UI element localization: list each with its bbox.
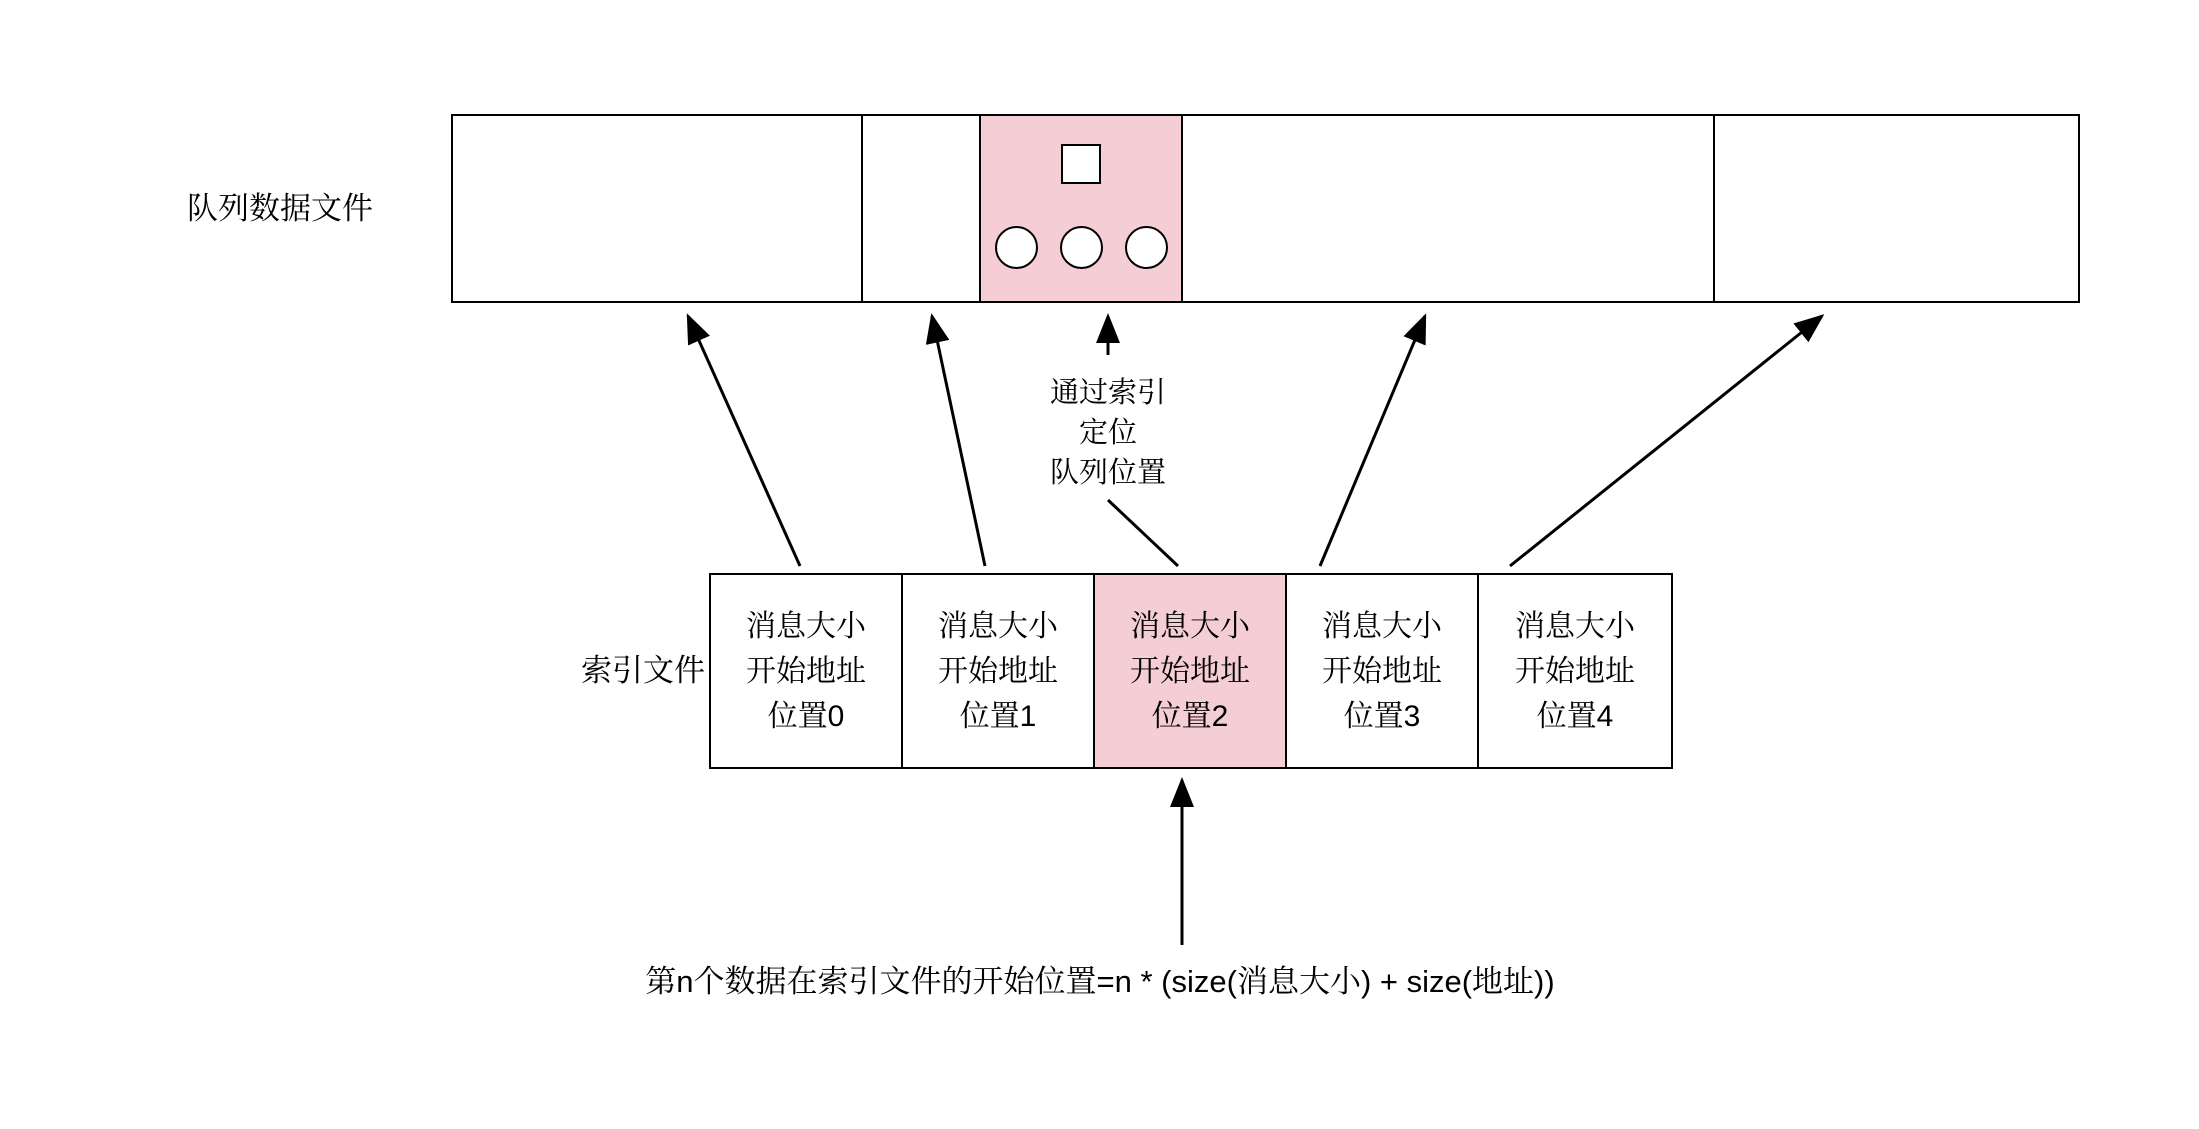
index-cell-4-address: 开始地址 xyxy=(1515,654,1635,688)
index-cell-3-position: 位置3 xyxy=(1343,699,1421,733)
message-node-glyph xyxy=(981,116,1181,301)
index-cell-2-address: 开始地址 xyxy=(1130,654,1250,688)
index-cell-0-position: 位置0 xyxy=(767,699,845,733)
index-file-label: 索引文件 xyxy=(581,653,705,688)
index-cell-1-position: 位置1 xyxy=(959,699,1037,733)
queue-cell-2-highlight xyxy=(981,116,1183,301)
index-cell-2-position: 位置2 xyxy=(1151,699,1229,733)
queue-cell-0 xyxy=(453,116,863,301)
index-cell-3-size: 消息大小 xyxy=(1322,609,1442,643)
locate-note-line-3: 队列位置 xyxy=(1049,457,1166,489)
queue-cell-1 xyxy=(863,116,981,301)
node-circle-icon-2 xyxy=(1060,226,1103,269)
node-circle-icon-3 xyxy=(1125,226,1168,269)
offset-formula-caption: 第n个数据在索引文件的开始位置=n * (size(消息大小) + size(地址)) xyxy=(645,964,1555,999)
index-cell-1 xyxy=(903,575,1095,767)
index-cell-2-highlight xyxy=(1095,575,1287,767)
index-cell-3-address: 开始地址 xyxy=(1322,654,1442,688)
queue-file-row xyxy=(451,114,2080,303)
queue-file-label: 队列数据文件 xyxy=(187,191,373,226)
index-cell-4 xyxy=(1479,575,1671,767)
connector-index0-to-queue xyxy=(688,316,800,566)
connector-index2-to-note xyxy=(1108,500,1178,566)
connector-index4-to-queue xyxy=(1510,316,1822,566)
queue-cell-3 xyxy=(1183,116,1715,301)
index-cell-3 xyxy=(1287,575,1479,767)
index-cell-4-size: 消息大小 xyxy=(1515,609,1635,643)
index-cell-4-position: 位置4 xyxy=(1536,699,1614,733)
index-cell-0-size: 消息大小 xyxy=(746,609,866,643)
index-cell-1-size: 消息大小 xyxy=(938,609,1058,643)
connector-index3-to-queue xyxy=(1320,316,1425,566)
locate-note-line-1: 通过索引 xyxy=(1049,377,1166,409)
node-square-icon xyxy=(1061,144,1101,184)
index-cell-1-address: 开始地址 xyxy=(938,654,1058,688)
queue-cell-4 xyxy=(1715,116,2078,301)
node-circle-icon-1 xyxy=(995,226,1038,269)
index-file-row xyxy=(709,573,1673,769)
index-cell-2-size: 消息大小 xyxy=(1130,609,1250,643)
locate-note-line-2: 定位 xyxy=(1078,417,1137,449)
index-cell-0-address: 开始地址 xyxy=(746,654,866,688)
index-cell-0 xyxy=(711,575,903,767)
locate-note xyxy=(978,373,1238,493)
